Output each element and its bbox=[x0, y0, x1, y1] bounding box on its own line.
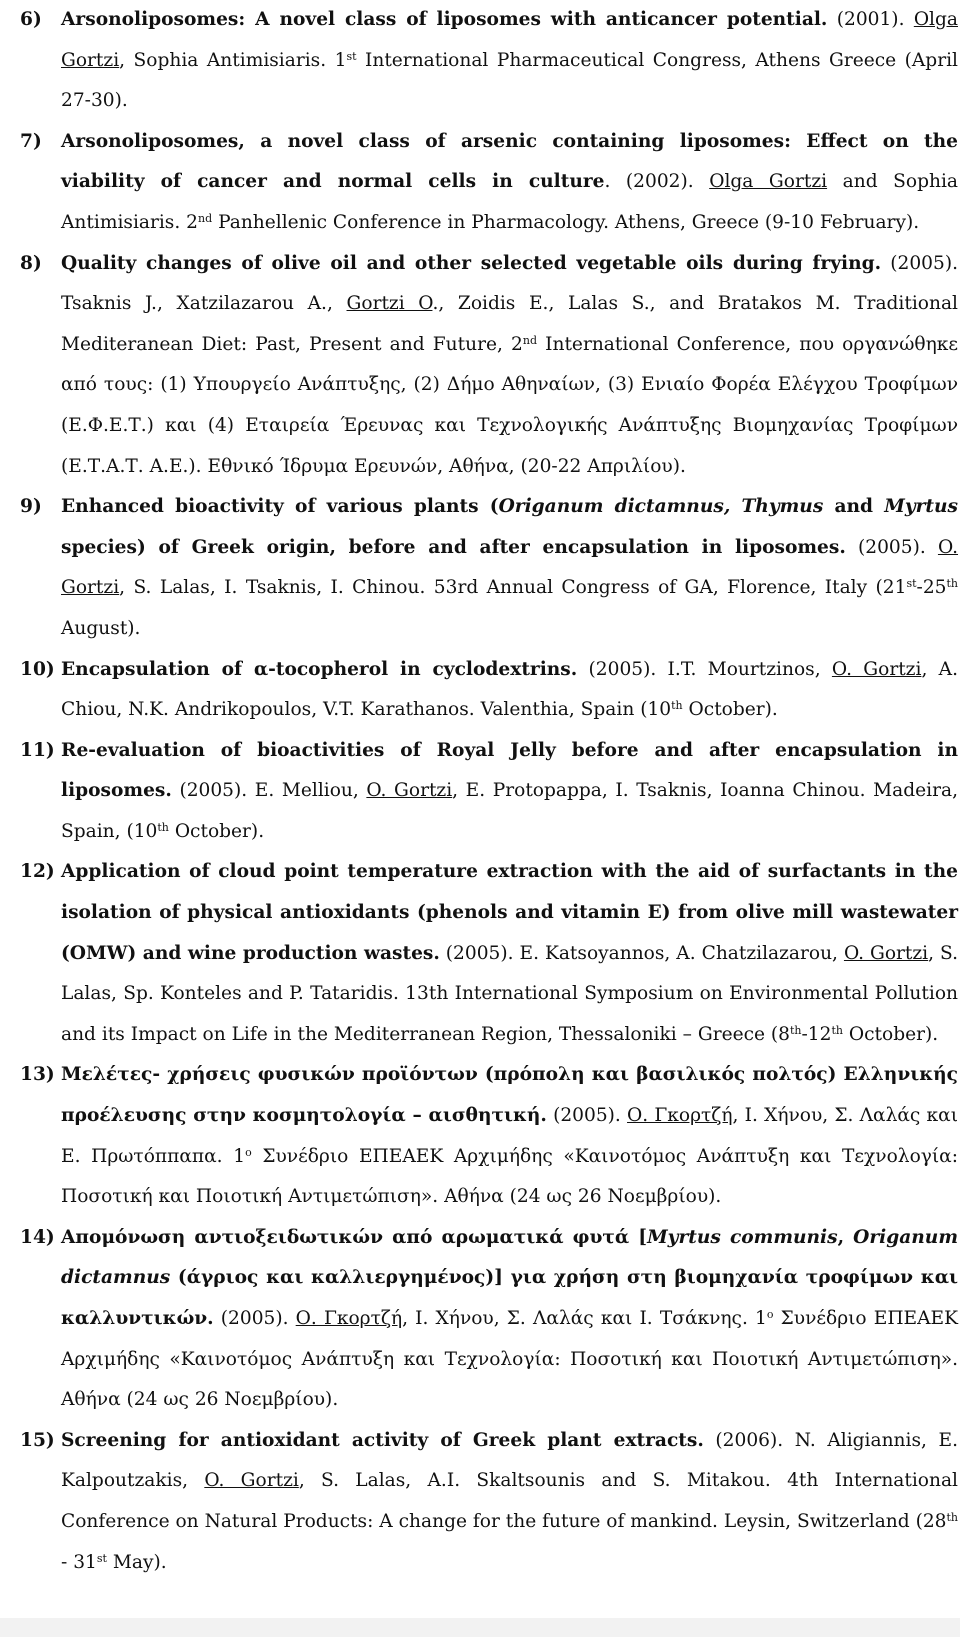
reference-text: ., Zoidis E., Lalas S., and Bratakos M. Traditional Mediteranean Diet: Past, Present and Future, 2 bbox=[61, 293, 959, 355]
reference-title: Arsonoliposomes, a novel class of arsenic containing liposomes: Effect on the viability of cancer and normal cells in culture bbox=[61, 130, 958, 193]
reference-text: , S. Lalas, I. Tsaknis, I. Chinou. 53rd Annual Congress of GA, Florence, Italy (21 bbox=[119, 577, 907, 599]
reference-body bbox=[61, 650, 958, 731]
reference-title-italic bbox=[499, 496, 824, 517]
reference-item bbox=[20, 487, 958, 649]
reference-body bbox=[61, 487, 958, 649]
reference-body bbox=[61, 0, 958, 122]
ordinal-suffix: st bbox=[346, 49, 357, 63]
reference-title: Encapsulation of α-tocopherol in cyclodextrins. bbox=[61, 658, 578, 680]
reference-title: Quality changes of olive oil and other selected vegetable oils during frying. bbox=[61, 252, 882, 274]
reference-body bbox=[61, 1055, 958, 1217]
reference-title: Μελέτες- χρήσεις φυσικών προϊόντων (πρόπολη και βασιλικός πολτός) Ελληνικής προέλευσης στην κοσμητολογία – αισθητική. bbox=[61, 1064, 958, 1127]
reference-title: (άγριος και καλλιεργημένος)] για χρήση στη βιομηχανία τροφίμων και καλλυντικών. bbox=[61, 1267, 958, 1329]
author-highlight: Ο. Γκορτζή bbox=[627, 1105, 733, 1127]
author-highlight: O. Gortzi bbox=[204, 1470, 299, 1492]
reference-body bbox=[61, 244, 958, 488]
reference-body bbox=[61, 731, 958, 853]
reference-text: - 31 bbox=[61, 1551, 97, 1573]
reference-text: August). bbox=[61, 617, 141, 639]
reference-item bbox=[20, 1218, 958, 1421]
author-highlight: Gortzi O bbox=[346, 293, 433, 315]
author-highlight: Ο. Γκορτζή bbox=[295, 1308, 403, 1329]
ordinal-suffix: th bbox=[157, 820, 169, 834]
ordinal-suffix: st bbox=[96, 1551, 107, 1565]
reference-item bbox=[20, 1421, 958, 1583]
reference-text: International Conference, που οργανώθηκε από τους: (1) Υπουργείο Ανάπτυξης, (2) Δήμο Αθηναίων, (3) Ενιαίο Φορέα Ελέγχου Τροφίμων (Ε.Φ.Ε.Τ.) και (4) Εταιρεία Έρευνας και Τεχνολογικής Ανάπτυξης Βιομηχανίας Τροφίμων (Ε.Τ.Α.Τ. Α.Ε.). Εθνικό Ίδρυμα Ερευνών, Αθήνα, (20-22 Απριλίου). bbox=[61, 333, 958, 477]
reference-title: species) of Greek origin, before and after encapsulation in liposomes. bbox=[61, 536, 846, 558]
ordinal-suffix: st bbox=[906, 577, 917, 591]
reference-title: Απομόνωση αντιοξειδωτικών από αρωματικά φυτά [ bbox=[61, 1226, 648, 1248]
reference-text: , S. Lalas, Sp. Konteles and P. Tataridis. 13th International Symposium on Environmental Pollution and its Impact on Life in the Mediterranean Region, Thessaloniki – Greece (8 bbox=[61, 942, 958, 1045]
reference-item bbox=[20, 122, 958, 244]
reference-title: Re-evaluation of bioactivities of Royal Jelly before and after encapsulation in liposomes. bbox=[61, 739, 958, 802]
reference-text: , A. Chiou, N.K. Andrikopoulos, V.T. Karathanos. Valenthia, Spain (10 bbox=[61, 658, 958, 721]
reference-item bbox=[20, 244, 958, 488]
reference-number: 9) bbox=[20, 496, 42, 518]
reference-text: and Sophia Antimisiaris. 2 bbox=[61, 171, 958, 233]
reference-text: , E. Protopappa, I. Tsaknis, Ioanna Chinou. Madeira, Spain, (10 bbox=[61, 780, 958, 842]
reference-number: 8) bbox=[20, 252, 42, 274]
reference-text: (2005). bbox=[546, 1105, 628, 1127]
reference-title-italic bbox=[884, 496, 958, 517]
reference-title: and bbox=[823, 496, 885, 518]
reference-text: . (2002). bbox=[604, 171, 710, 193]
reference-title-italic bbox=[647, 1227, 838, 1248]
reference-text: (2005). bbox=[213, 1308, 296, 1329]
author-highlight: Olga Gortzi bbox=[61, 9, 958, 71]
reference-text: , Ι. Χήνου, Σ. Λαλάς και Ι. Τσάκνης. 1 bbox=[402, 1308, 767, 1329]
reference-item bbox=[20, 650, 958, 731]
reference-number: 12) bbox=[20, 861, 55, 883]
reference-text: Panhellenic Conference in Pharmacology. Athens, Greece (9-10 February). bbox=[212, 211, 920, 233]
ordinal-suffix: th bbox=[946, 1510, 958, 1524]
ordinal-suffix: th bbox=[831, 1023, 843, 1037]
ordinal-suffix: ο bbox=[245, 1145, 252, 1159]
reference-title: Screening for antioxidant activity of Greek plant extracts. bbox=[61, 1429, 704, 1451]
reference-text: May). bbox=[106, 1551, 167, 1573]
reference-list bbox=[20, 0, 958, 1583]
author-highlight: O. Gortzi bbox=[366, 780, 453, 802]
ordinal-suffix: th bbox=[790, 1023, 802, 1037]
reference-number: 15) bbox=[20, 1429, 55, 1451]
reference-text: (2005). E. Melliou, bbox=[171, 780, 367, 802]
reference-text: , Ι. Χήνου, Σ. Λαλάς και Ε. Πρωτόππαπα. 1 bbox=[61, 1105, 959, 1167]
author-highlight: O. Gortzi bbox=[831, 658, 922, 680]
reference-text: , Sophia Antimisiaris. 1 bbox=[119, 49, 347, 71]
reference-text: October). bbox=[168, 820, 265, 842]
reference-title: Enhanced bioactivity of various plants ( bbox=[61, 496, 499, 518]
reference-text: (2005). bbox=[845, 536, 938, 558]
reference-body bbox=[61, 1218, 958, 1421]
ordinal-suffix: nd bbox=[198, 211, 213, 225]
reference-text: -25 bbox=[916, 577, 947, 599]
reference-text: October). bbox=[682, 699, 778, 721]
reference-number: 6) bbox=[20, 9, 42, 30]
reference-text: (2001). bbox=[827, 9, 914, 30]
reference-item bbox=[20, 0, 958, 122]
reference-text: Συνέδριο ΕΠΕΑΕΚ Αρχιμήδης «Καινοτόμος Ανάπτυξη και Τεχνολογία: Ποσοτική και Ποιοτική Αντιμετώπιση». Αθήνα (24 ως 26 Νοεμβρίου). bbox=[61, 1308, 959, 1411]
reference-title: Application of cloud point temperature extraction with the aid of surfactants in the isolation of physical antioxidants (phenols and vitamin E) from olive mill wastewater (OMW) and wine production wastes. bbox=[61, 861, 958, 964]
species-name: Origanum dictamnus bbox=[61, 1226, 958, 1289]
reference-text: International Pharmaceutical Congress, Athens Greece (April 27-30). bbox=[61, 49, 958, 112]
ordinal-suffix: ο bbox=[766, 1308, 774, 1321]
reference-text: , S. Lalas, A.I. Skaltsounis and S. Mitakou. 4th International Conference on Natural Products: A change for the future of mankind. Leysin, Switzerland (28 bbox=[61, 1470, 958, 1532]
reference-item bbox=[20, 1055, 958, 1217]
species-name: Myrtus communis bbox=[647, 1226, 838, 1248]
reference-number: 14) bbox=[20, 1226, 55, 1248]
reference-number: 11) bbox=[20, 739, 55, 761]
species-name: Origanum dictamnus, Thymus bbox=[498, 496, 824, 518]
reference-number: 10) bbox=[20, 658, 55, 680]
reference-body bbox=[61, 122, 958, 244]
reference-text: (2006). N. Aligiannis, E. Kalpoutzakis, bbox=[61, 1429, 959, 1492]
author-highlight: O. Gortzi bbox=[61, 536, 959, 599]
ordinal-suffix: th bbox=[946, 577, 958, 591]
reference-title: , bbox=[837, 1226, 854, 1248]
reference-item bbox=[20, 852, 958, 1055]
reference-text: (2005). I.T. Mourtzinos, bbox=[577, 658, 832, 680]
reference-text: (2005). Tsaknis J., Xatzilazarou A., bbox=[61, 252, 958, 315]
reference-number: 13) bbox=[20, 1064, 55, 1086]
ordinal-suffix: nd bbox=[522, 333, 537, 347]
reference-title: Arsonoliposomes: A novel class of liposomes with anticancer potential. bbox=[61, 9, 828, 30]
author-highlight: O. Gortzi bbox=[843, 942, 929, 964]
species-name: Myrtus bbox=[884, 496, 959, 518]
reference-text: (2005). E. Katsoyannos, A. Chatzilazarou, bbox=[439, 942, 844, 964]
reference-text: October). bbox=[842, 1023, 939, 1045]
reference-text: -12 bbox=[801, 1023, 832, 1045]
reference-text: Συνέδριο ΕΠΕΑΕΚ Αρχιμήδης «Καινοτόμος Ανάπτυξη και Τεχνολογία: Ποσοτική και Ποιοτική Αντιμετώπιση». Αθήνα (24 ως 26 Νοεμβρίου). bbox=[61, 1145, 958, 1208]
reference-body bbox=[61, 1421, 958, 1583]
reference-number: 7) bbox=[20, 130, 42, 152]
reference-body bbox=[61, 852, 958, 1055]
reference-item bbox=[20, 731, 958, 853]
ordinal-suffix: th bbox=[671, 699, 683, 713]
author-highlight: Olga Gortzi bbox=[709, 171, 828, 193]
